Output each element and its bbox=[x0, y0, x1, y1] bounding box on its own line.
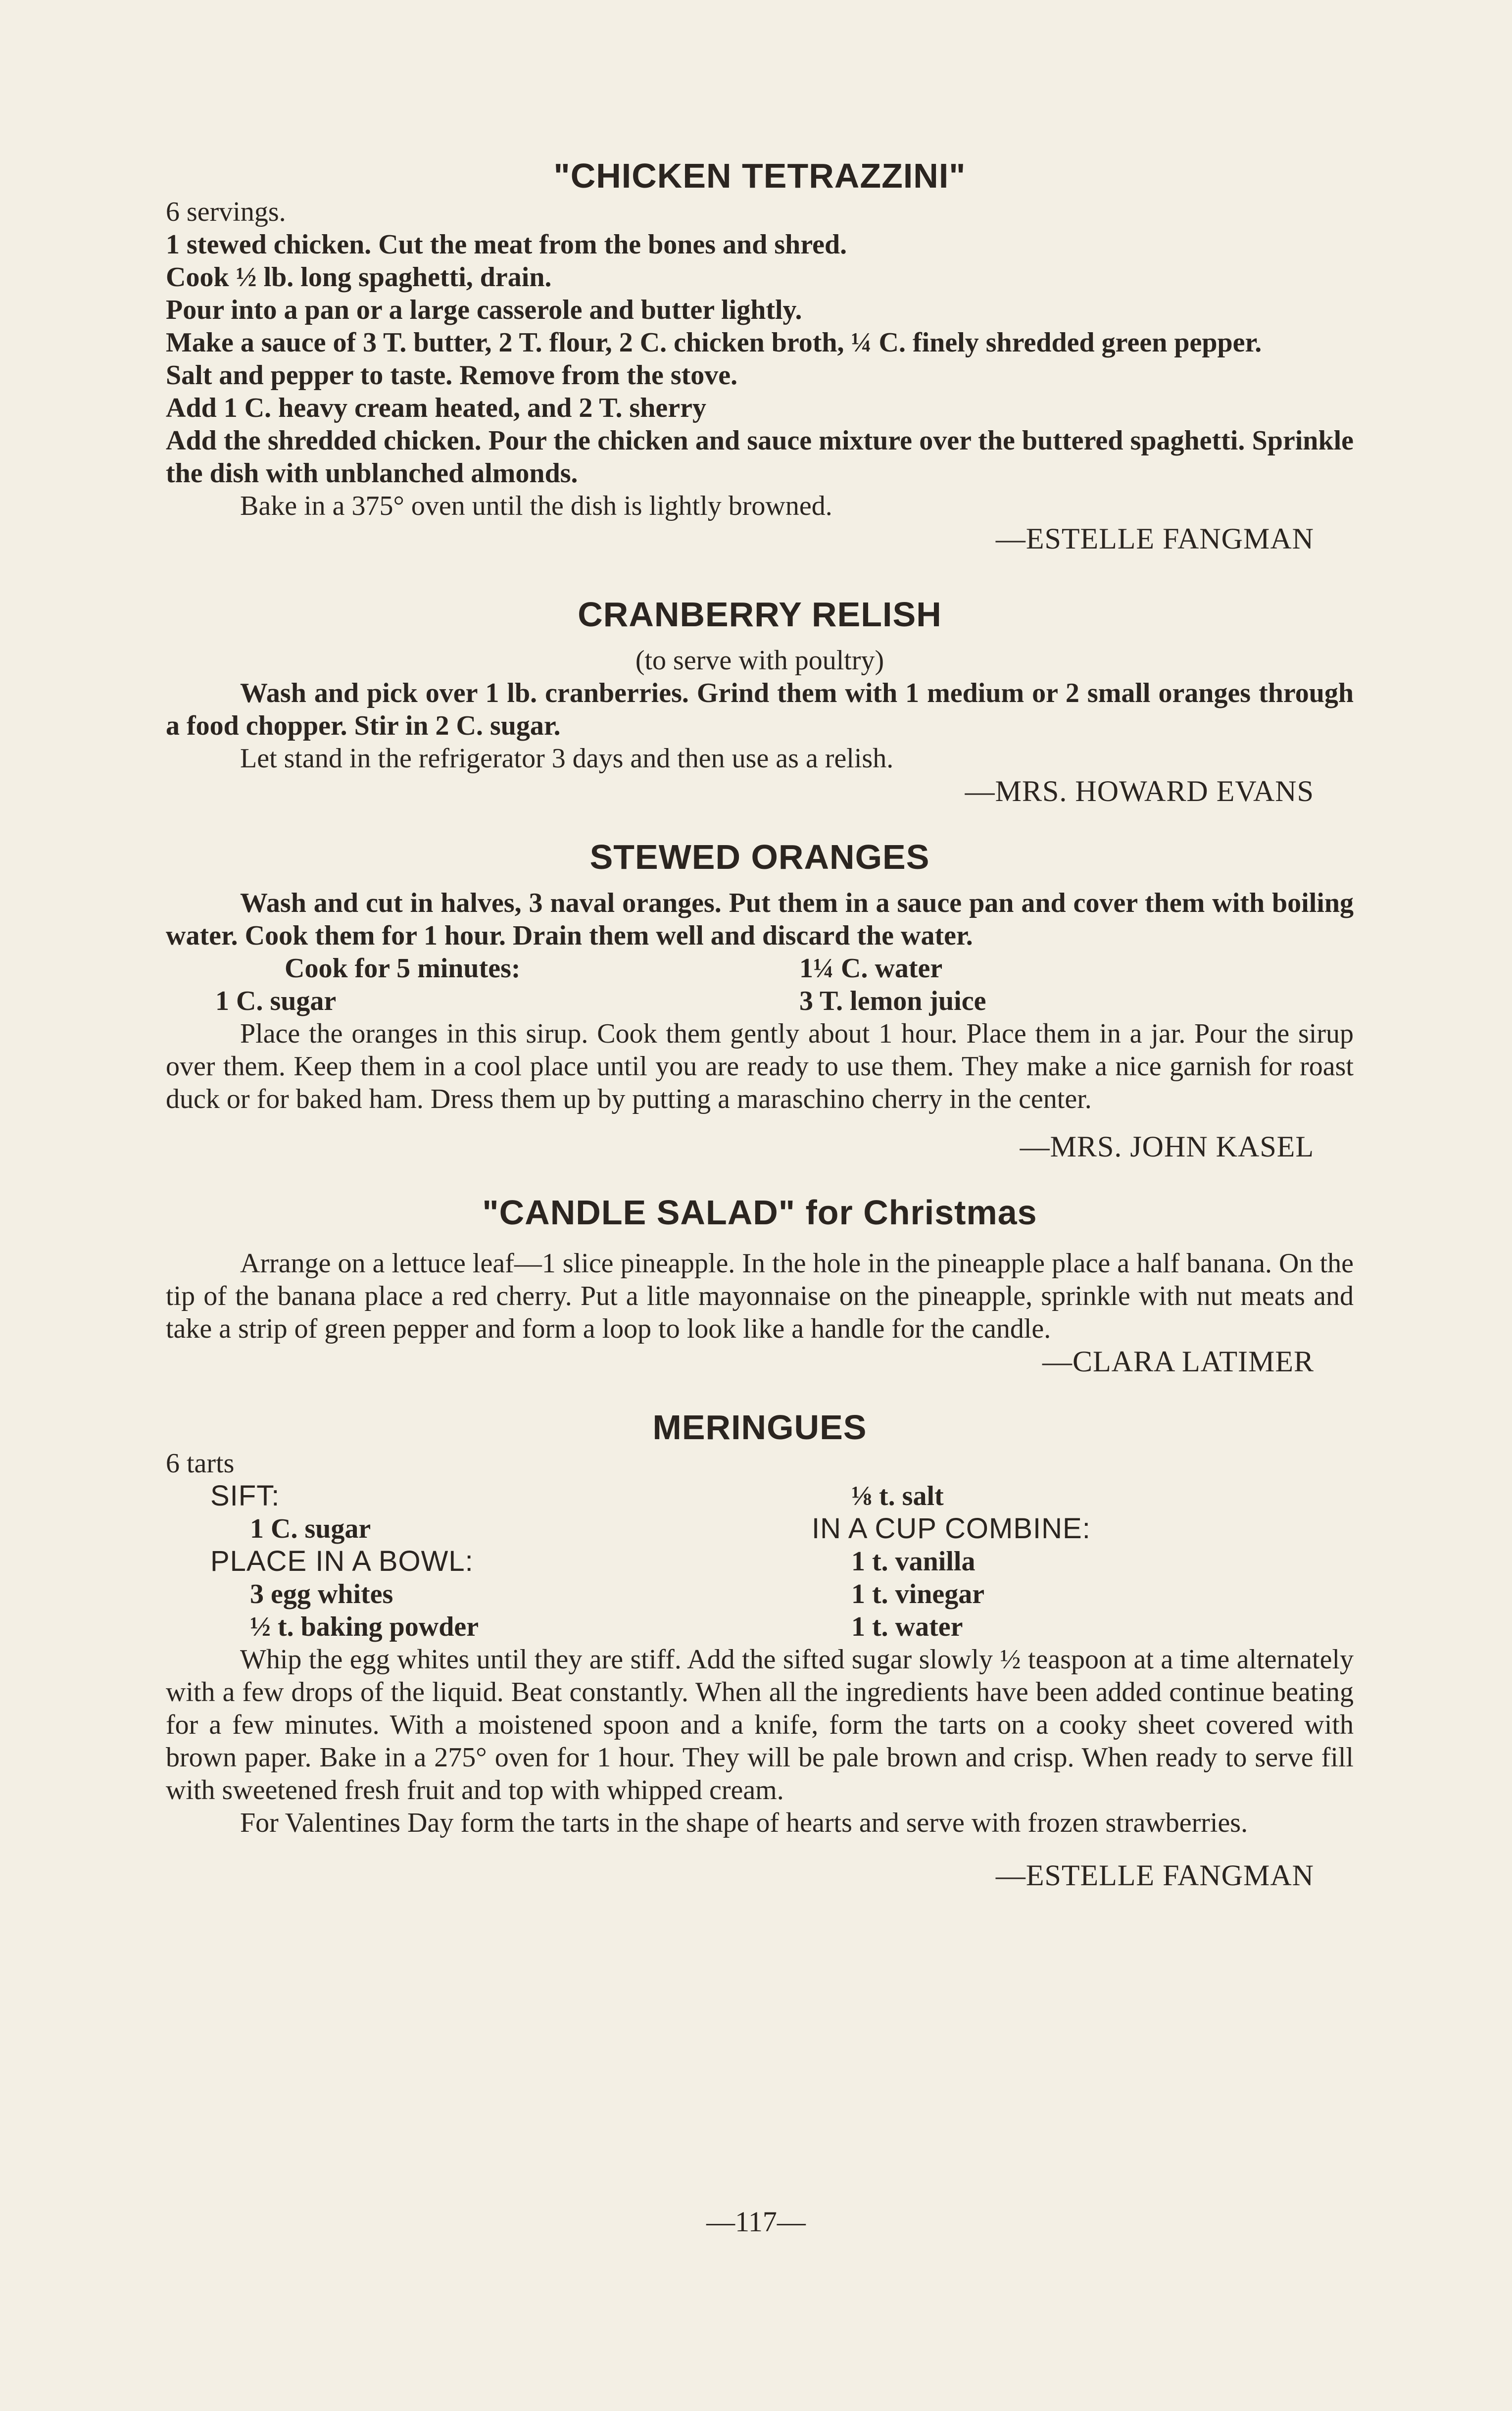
recipe-paragraph: Whip the egg whites until they are stiff. Add the sifted sugar slowly ½ teaspoon at a time alternately with a few drops of the liquid. Beat constantly. When all the ingredients have been added continue beating for a few minutes. With a moistened spoon and a knife, form the tarts on a cooky sheet covered with brown paper. Bake in a 275° oven for 1 hour. They will be pale brown and crisp. When ready to serve fill with sweetened fresh fruit and top with whipped cream. bbox=[166, 1644, 1354, 1806]
ingredient-label: PLACE IN A BOWL: bbox=[210, 1545, 474, 1577]
ingredient-columns bbox=[166, 952, 1354, 1017]
recipe-title: MERINGUES bbox=[652, 1408, 867, 1447]
recipe-line: Bake in a 375° oven until the dish is lightly browned. bbox=[240, 491, 832, 521]
ingredient: 3 T. lemon juice bbox=[799, 986, 986, 1016]
ingredient: 1 t. vanilla bbox=[851, 1546, 975, 1577]
recipe-paragraph: For Valentines Day form the tarts in the shape of hearts and serve with frozen strawberries. bbox=[240, 1808, 1248, 1838]
recipe-line: Make a sauce of 3 T. butter, 2 T. flour, 2 C. chicken broth, ¼ C. finely shredded green pepper. bbox=[166, 327, 1262, 358]
recipe-line: Salt and pepper to taste. Remove from the stove. bbox=[166, 360, 738, 391]
recipe-subtitle: (to serve with poultry) bbox=[635, 645, 884, 676]
ingredient: ⅛ t. salt bbox=[851, 1481, 944, 1511]
ingredient-column-right bbox=[752, 1480, 1354, 1643]
ingredient-columns bbox=[166, 1480, 1354, 1643]
ingredient: 1 t. water bbox=[851, 1611, 963, 1642]
ingredient: ½ t. baking powder bbox=[250, 1611, 479, 1642]
recipe-meringues bbox=[166, 1407, 1354, 1892]
recipe-paragraph: Place the oranges in this sirup. Cook them gently about 1 hour. Place them in a jar. Pour the sirup over them. Keep them in a cool place until you are ready to use them. They make a nice garnish for roast duck or for baked ham. Dress them up by putting a maraschino cherry in the center. bbox=[166, 1018, 1354, 1114]
recipe-line: Add 1 C. heavy cream heated, and 2 T. sherry bbox=[166, 393, 706, 423]
recipe-line: 6 servings. bbox=[166, 197, 286, 227]
page-text bbox=[166, 156, 1354, 1892]
recipe-chicken-tetrazzini bbox=[166, 156, 1354, 555]
ingredient-column-right bbox=[720, 952, 1354, 1017]
recipe-line: Add the shredded chicken. Pour the chicken and sauce mixture over the buttered spaghetti. Sprinkle the dish with unblanched almonds. bbox=[166, 425, 1354, 489]
ingredient: 1¼ C. water bbox=[799, 953, 943, 984]
recipe-author: —MRS. HOWARD EVANS bbox=[965, 775, 1314, 807]
recipe-title: "CHICKEN TETRAZZINI" bbox=[553, 156, 966, 195]
ingredient: 3 egg whites bbox=[250, 1579, 393, 1609]
ingredient-column-left bbox=[166, 1480, 752, 1643]
recipe-line: Pour into a pan or a large casserole and butter lightly. bbox=[166, 295, 802, 325]
ingredient: 1 C. sugar bbox=[250, 1513, 371, 1544]
recipe-author: —CLARA LATIMER bbox=[1042, 1345, 1314, 1378]
ingredient: 1 C. sugar bbox=[215, 986, 337, 1016]
recipe-paragraph: Wash and cut in halves, 3 naval oranges. Put them in a sauce pan and cover them with boiling water. Cook them for 1 hour. Drain them well and discard the water. bbox=[166, 888, 1354, 951]
recipe-title: STEWED ORANGES bbox=[589, 838, 930, 876]
recipe-cranberry-relish bbox=[166, 595, 1354, 807]
ingredient-label: IN A CUP COMBINE: bbox=[812, 1512, 1091, 1545]
recipe-author: —MRS. JOHN KASEL bbox=[1020, 1130, 1314, 1163]
recipe-line: 1 stewed chicken. Cut the meat from the bones and shred. bbox=[166, 229, 847, 260]
page-number: —117— bbox=[706, 2206, 806, 2238]
recipe-paragraph: Wash and pick over 1 lb. cranberries. Grind them with 1 medium or 2 small oranges through a food chopper. Stir in 2 C. sugar. bbox=[166, 678, 1354, 741]
recipe-candle-salad bbox=[166, 1193, 1354, 1378]
recipe-title: "CANDLE SALAD" for Christmas bbox=[482, 1193, 1037, 1232]
recipe-yield: 6 tarts bbox=[166, 1448, 235, 1479]
recipe-paragraph: Arrange on a lettuce leaf—1 slice pineapple. In the hole in the pineapple place a half banana. On the tip of the banana place a red cherry. Put a litle mayonnaise on the pineapple, sprinkle with nut meats and take a strip of green pepper and form a loop to look like a handle for the candle. bbox=[166, 1248, 1354, 1344]
recipe-line: Cook ½ lb. long spaghetti, drain. bbox=[166, 262, 552, 293]
recipe-title: CRANBERRY RELISH bbox=[578, 595, 942, 634]
recipe-author: —ESTELLE FANGMAN bbox=[995, 522, 1314, 555]
ingredient-label: SIFT: bbox=[210, 1480, 280, 1512]
recipe-author: —ESTELLE FANGMAN bbox=[995, 1859, 1314, 1892]
recipe-paragraph: Let stand in the refrigerator 3 days and then use as a relish. bbox=[240, 743, 894, 774]
recipe-stewed-oranges bbox=[166, 837, 1354, 1163]
ingredient-column-left bbox=[166, 952, 720, 1017]
ingredient: 1 t. vinegar bbox=[851, 1579, 985, 1609]
ingredient-label: Cook for 5 minutes: bbox=[285, 953, 521, 984]
